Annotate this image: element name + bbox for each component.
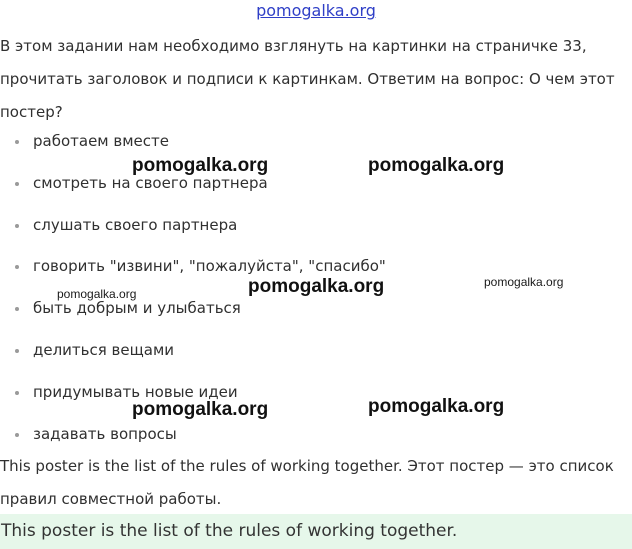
rule-text: задавать вопросы — [33, 424, 177, 443]
bullet-icon — [15, 307, 19, 311]
rule-text: быть добрым и улыбаться — [33, 299, 241, 318]
bullet-icon — [15, 265, 19, 269]
bullet-icon — [15, 140, 19, 144]
watermark-text: pomogalka.org — [132, 399, 269, 420]
watermark-text: pomogalka.org — [57, 287, 137, 301]
watermark-text: pomogalka.org — [368, 155, 505, 176]
watermark-text: pomogalka.org — [248, 276, 385, 297]
rule-text: придумывать новые идеи — [33, 382, 238, 401]
list-item — [0, 333, 620, 375]
answer-highlight-box: This poster is the list of the rules of working together. — [0, 514, 632, 549]
task-intro-text: В этом задании нам необходимо взглянуть на картинки на страничке 33, прочитать заголовок и подписи к картинкам. Ответим на вопрос: О чем этот постер? — [0, 37, 615, 121]
rule-text: работаем вместе — [33, 132, 169, 150]
bullet-icon — [15, 224, 19, 228]
rule-text: говорить "извини", "пожалуйста", "спасибо" — [33, 257, 386, 276]
answer-text: This poster is the list of the rules of working together. Этот постер — это список правил совместной работы. — [0, 457, 614, 508]
list-item — [0, 375, 620, 417]
bullet-icon — [15, 391, 19, 395]
rule-text: делиться вещами — [33, 340, 175, 359]
watermark-text: pomogalka.org — [132, 155, 269, 176]
list-item — [0, 208, 620, 250]
watermark-text: pomogalka.org — [484, 275, 564, 289]
rule-text: слушать своего партнера — [33, 215, 238, 234]
site-header-link[interactable]: pomogalka.org — [256, 1, 376, 20]
list-item — [0, 124, 620, 166]
list-item — [0, 166, 620, 208]
bullet-icon — [15, 182, 19, 186]
bullet-icon — [15, 433, 19, 437]
bullet-icon — [15, 349, 19, 353]
rule-text: смотреть на своего партнера — [33, 173, 268, 192]
watermark-text: pomogalka.org — [368, 396, 505, 417]
